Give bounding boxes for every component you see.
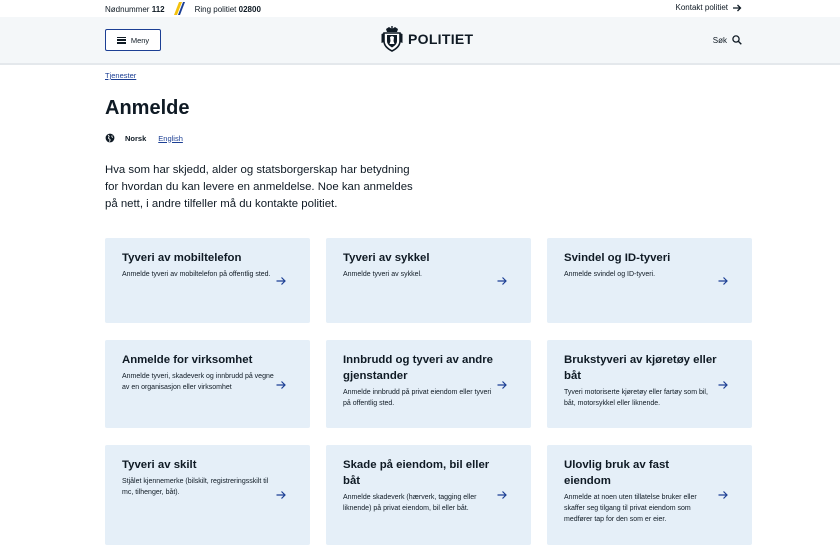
site-header bbox=[0, 17, 840, 65]
police-number[interactable]: 02800 bbox=[238, 5, 261, 14]
language-english-link[interactable]: English bbox=[158, 133, 183, 143]
emergency-number[interactable]: 112 bbox=[151, 5, 165, 14]
menu-button[interactable] bbox=[105, 29, 161, 51]
card-brukstyveri-kjoretoy[interactable] bbox=[547, 340, 752, 428]
search-label: Søk bbox=[712, 35, 727, 45]
card-tyveri-skilt[interactable] bbox=[105, 445, 310, 545]
site-logo[interactable] bbox=[381, 26, 473, 52]
card-innbrudd-tyveri[interactable] bbox=[326, 340, 531, 428]
arrow-right-icon bbox=[718, 490, 728, 500]
card-skade-eiendom[interactable] bbox=[326, 445, 531, 545]
breadcrumb[interactable]: Tjenester bbox=[105, 71, 137, 80]
arrow-right-icon bbox=[718, 276, 728, 286]
card-title: Tyveri av sykkel bbox=[343, 252, 430, 264]
card-ulovlig-bruk-eiendom[interactable] bbox=[547, 445, 752, 545]
top-bar bbox=[0, 0, 840, 17]
card-tyveri-sykkel[interactable] bbox=[326, 238, 531, 323]
card-description: Stjålet kjennemerke (bilskilt, registreringsskilt til mc, tilhenger, båt). bbox=[122, 478, 269, 496]
card-description: Anmelde at noen uten tillatelse bruker eller skaffer seg tilgang til privat eiendom som medfører tap for den som er eier. bbox=[564, 494, 697, 523]
arrow-right-icon bbox=[733, 4, 742, 12]
contact-label: Kontakt politiet bbox=[675, 3, 728, 12]
card-description: Anmelde tyveri, skadeverk og innbrudd på vegne av en organisasjon eller virksomhet bbox=[122, 373, 274, 391]
arrow-right-icon bbox=[497, 380, 507, 390]
card-title: Ulovlig bruk av fast eiendom bbox=[564, 459, 670, 487]
card-description: Anmelde tyveri av sykkel. bbox=[343, 271, 422, 278]
contact-link[interactable] bbox=[676, 3, 742, 12]
globe-icon bbox=[105, 133, 115, 143]
card-description: Anmelde skadeverk (hærverk, tagging eller liknende) på privat eiendom, bil eller båt. bbox=[343, 494, 477, 512]
page-title: Anmelde bbox=[105, 97, 190, 119]
card-title: Brukstyveri av kjøretøy eller båt bbox=[564, 354, 717, 382]
language-switcher bbox=[105, 133, 183, 143]
card-description: Anmelde innbrudd på privat eiendom eller tyveri på offentlig sted. bbox=[343, 389, 492, 407]
card-description: Anmelde svindel og ID-tyveri. bbox=[564, 271, 656, 278]
card-anmelde-virksomhet[interactable] bbox=[105, 340, 310, 428]
menu-label: Meny bbox=[130, 35, 150, 45]
arrow-right-icon bbox=[718, 380, 728, 390]
card-title: Tyveri av skilt bbox=[122, 459, 197, 471]
card-title: Skade på eiendom, bil eller båt bbox=[343, 459, 490, 487]
card-svindel-id-tyveri[interactable] bbox=[547, 238, 752, 323]
language-current: Norsk bbox=[125, 133, 147, 143]
emergency-label: Nødnummer bbox=[105, 5, 150, 14]
card-title: Tyveri av mobiltelefon bbox=[122, 252, 242, 264]
search-icon bbox=[732, 35, 742, 45]
search-button[interactable] bbox=[713, 35, 742, 45]
emergency-info bbox=[105, 3, 261, 16]
card-title: Anmelde for virksomhet bbox=[122, 354, 253, 366]
card-title: Svindel og ID-tyveri bbox=[564, 252, 671, 264]
arrow-right-icon bbox=[497, 490, 507, 500]
police-label: Ring politiet bbox=[194, 5, 237, 14]
arrow-right-icon bbox=[276, 380, 286, 390]
intro-text: Hva som har skjedd, alder og statsborgerskap har betydning for hvordan du kan levere en anmeldelse. Noe kan anmeldes på nett, i andre tilfeller må du kontakte politiet. bbox=[105, 164, 413, 210]
card-tyveri-mobiltelefon[interactable] bbox=[105, 238, 310, 323]
brand-name: POLITIET bbox=[408, 31, 474, 47]
card-description: Tyveri motoriserte kjøretøy eller fartøy som bil, båt, motorsykkel eller liknende. bbox=[564, 389, 708, 407]
hamburger-icon bbox=[117, 37, 126, 44]
arrow-right-icon bbox=[497, 276, 507, 286]
police-crest-icon bbox=[381, 26, 403, 52]
arrow-right-icon bbox=[276, 490, 286, 500]
arrow-right-icon bbox=[276, 276, 286, 286]
stripe-icon bbox=[173, 2, 187, 15]
card-title: Innbrudd og tyveri av andre gjenstander bbox=[343, 354, 494, 382]
card-description: Anmelde tyveri av mobiltelefon på offentlig sted. bbox=[122, 271, 271, 278]
